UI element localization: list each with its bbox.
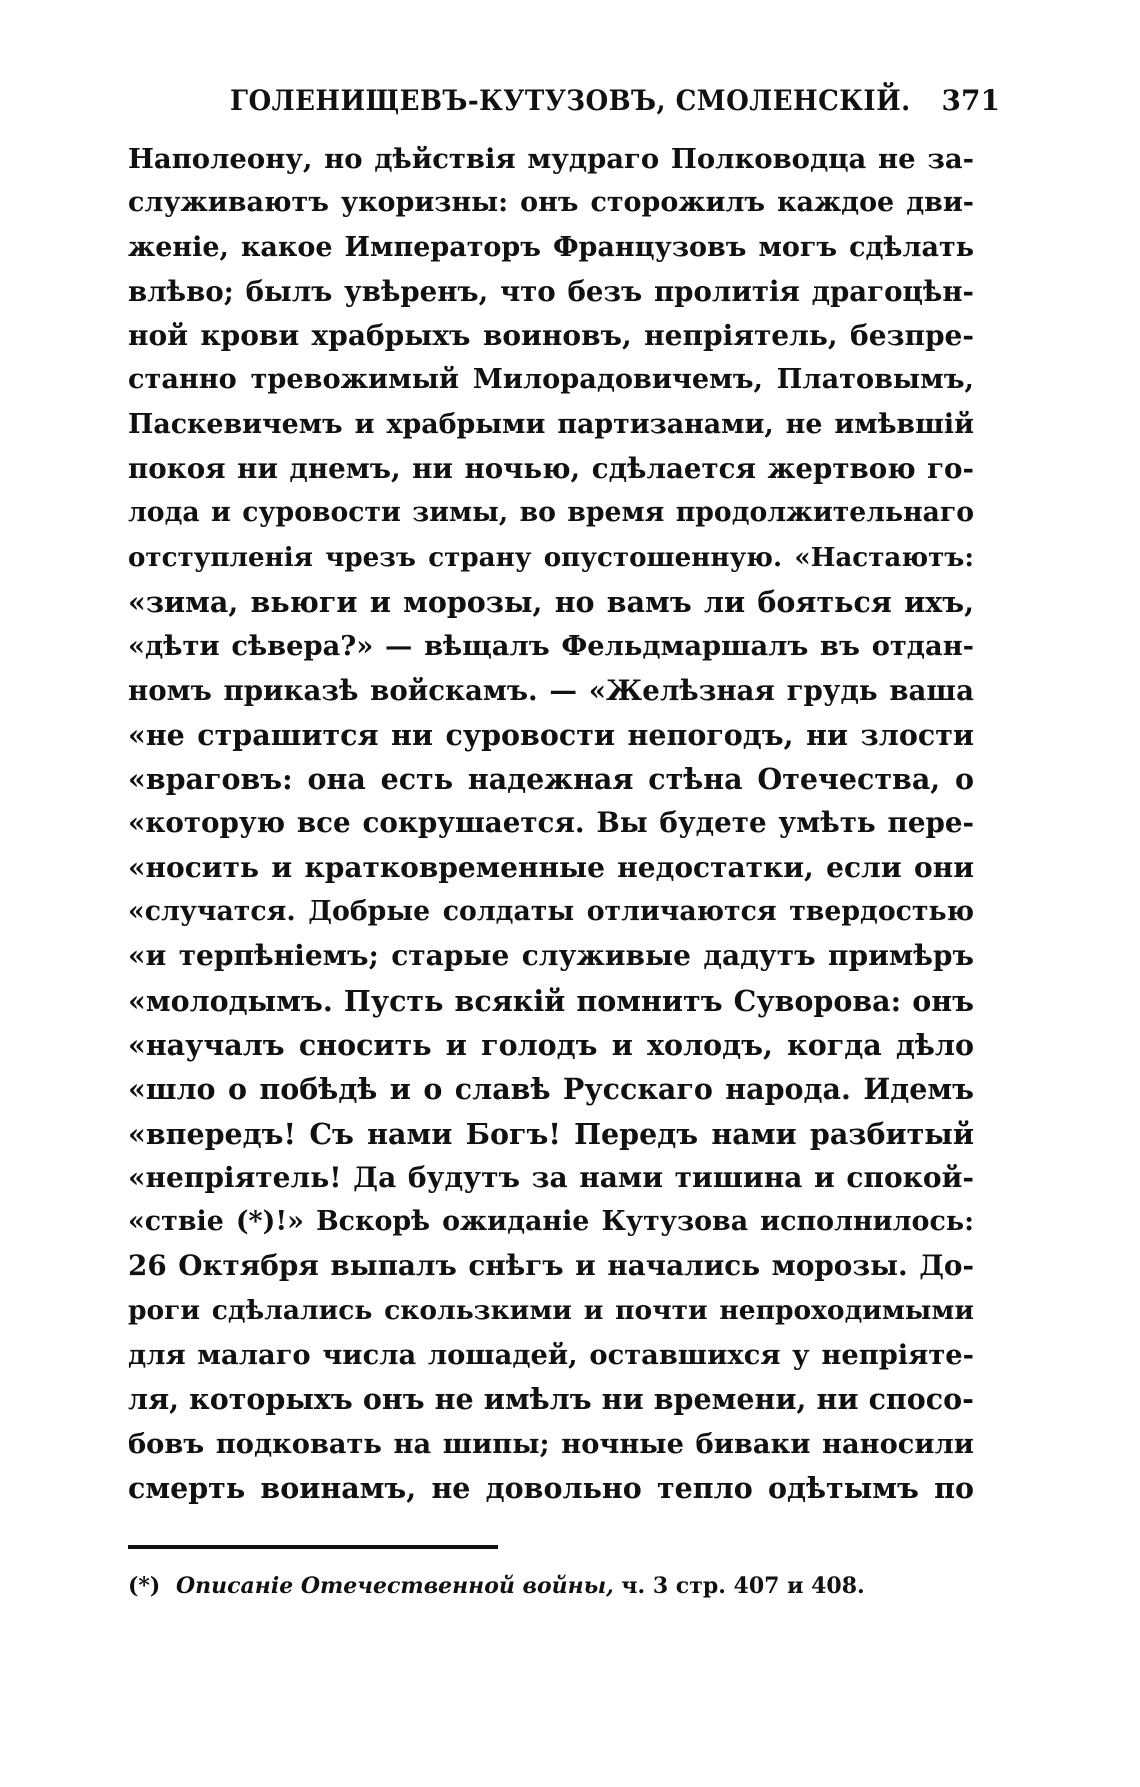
text-line: станно тревожимый Милорадовичемъ, Платовымъ, bbox=[128, 364, 974, 396]
text-line: «носить и кратковременные недостатки, если они bbox=[128, 850, 974, 884]
running-head bbox=[120, 84, 1000, 126]
text-line: «зима, вьюги и морозы, но вамъ ли бояться ихъ, bbox=[128, 584, 974, 619]
page-number: 371 bbox=[941, 84, 1000, 117]
text-line: «случатся. Добрые солдаты отличаются твердостью bbox=[128, 896, 974, 928]
footnote-rule bbox=[128, 1545, 498, 1549]
text-line: смерть воинамъ, не довольно тепло одѣтымъ по bbox=[128, 1470, 974, 1505]
text-line: женіе, какое Императоръ Французовъ могъ сдѣлать bbox=[128, 231, 974, 263]
text-line: покоя ни днемъ, ни ночью, сдѣлается жертвою го- bbox=[128, 452, 974, 486]
text-line: «ствіе (*)!» Вскорѣ ожиданіе Кутузова исполнилось: bbox=[128, 1206, 974, 1238]
text-line: «шло о побѣдѣ и о славѣ Русскаго народа. Идемъ bbox=[128, 1072, 974, 1107]
text-line: Паскевичемъ и храбрыми партизанами, не имѣвшій bbox=[128, 408, 974, 440]
text-line: «враговъ: она есть надежная стѣна Отечества, о bbox=[128, 762, 974, 797]
text-line: «непріятель! Да будутъ за нами тишина и спокой- bbox=[128, 1160, 974, 1194]
text-line: лода и суровости зимы, во время продолжительнаго bbox=[128, 497, 974, 529]
footnote-marker: (*) bbox=[128, 1573, 161, 1599]
footnote-reference: ч. 3 стр. 407 и 408. bbox=[621, 1573, 865, 1599]
text-line: «и терпѣніемъ; старые служивые дадутъ примѣръ bbox=[128, 939, 974, 973]
body-text bbox=[128, 137, 974, 1510]
text-line: влѣво; былъ увѣренъ, что безъ пролитія драгоцѣн- bbox=[128, 274, 974, 308]
text-line: ной крови храбрыхъ воиновъ, непріятель, безпре- bbox=[128, 319, 974, 353]
text-line: ля, которыхъ онъ не имѣлъ ни времени, ни спосо- bbox=[128, 1382, 974, 1417]
text-line: Наполеону, но дѣйствія мудраго Полководца не за- bbox=[128, 143, 974, 175]
text-line: служиваютъ укоризны: онъ сторожилъ каждое дви- bbox=[128, 187, 974, 219]
text-line: отступленія чрезъ страну опустошенную. «Настаютъ: bbox=[128, 541, 974, 573]
text-line: «дѣти сѣвера?» — вѣщалъ Фельдмаршалъ въ отдан- bbox=[128, 630, 974, 663]
text-line: «не страшится ни суровости непогодъ, ни злости bbox=[128, 717, 974, 752]
text-line: бовъ подковать на шипы; ночные биваки наносили bbox=[128, 1427, 974, 1460]
text-line: «молодымъ. Пусть всякій помнитъ Суворова: онъ bbox=[128, 983, 974, 1018]
footnote-source-title: Описаніе Отечественной войны, bbox=[176, 1573, 614, 1599]
text-line: для малаго числа лошадей, оставшихся у непріяте- bbox=[128, 1339, 974, 1372]
running-title: ГОЛЕНИЩЕВЪ-КУТУЗОВЪ, СМОЛЕНСКІЙ. bbox=[230, 84, 911, 117]
text-line: 26 Октября выпалъ снѣгъ и начались морозы. До- bbox=[128, 1249, 974, 1283]
footnote bbox=[128, 1573, 968, 1599]
text-line: номъ приказѣ войскамъ. — «Желѣзная грудь ваша bbox=[128, 673, 974, 707]
text-line: «которую все сокрушается. Вы будете умѣть пере- bbox=[128, 806, 974, 840]
text-line: «впередъ! Съ нами Богъ! Передъ нами разбитый bbox=[128, 1116, 974, 1151]
text-line: роги сдѣлались скользкими и почти непроходимыми bbox=[128, 1294, 974, 1326]
text-line: «научалъ сносить и голодъ и холодъ, когда дѣло bbox=[128, 1027, 974, 1062]
